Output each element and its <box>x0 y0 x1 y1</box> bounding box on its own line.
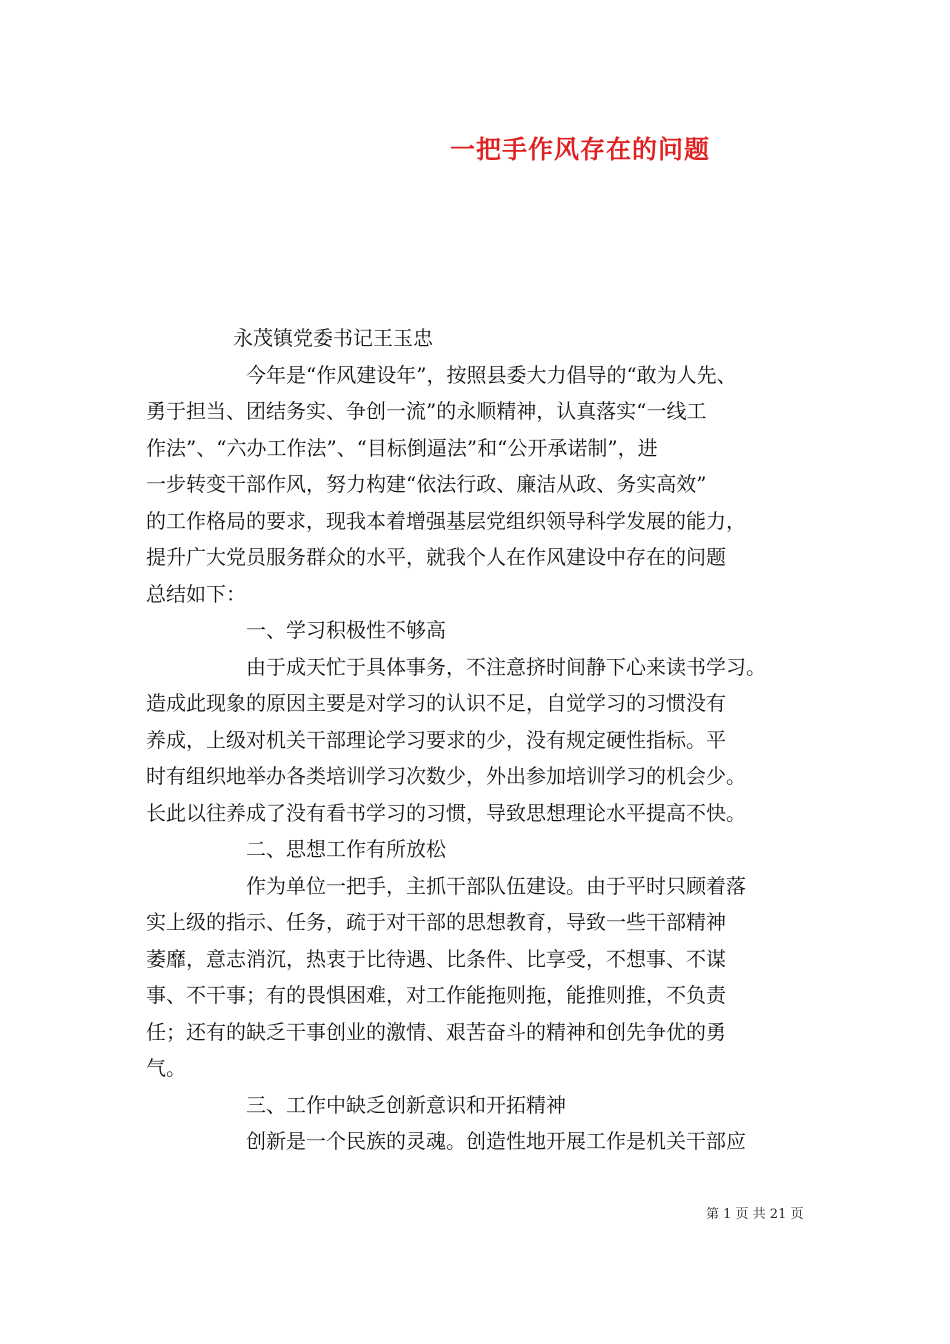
paragraph-line: 的工作格局的要求，现我本着增强基层党组织领导科学发展的能力， <box>146 508 746 533</box>
author-line: 永茂镇党委书记王玉忠 <box>233 326 433 350</box>
paragraph-line: 今年是“作风建设年”，按照县委大力倡导的“敢为人先、 <box>246 362 737 387</box>
paragraph-line: 造成此现象的原因主要是对学习的认识不足，自觉学习的习惯没有 <box>146 691 726 715</box>
paragraph-line: 由于成天忙于具体事务，不注意挤时间静下心来读书学习。 <box>246 654 766 679</box>
document-title: 一把手作风存在的问题 <box>449 135 710 164</box>
paragraph-line: 作法”、“六办工作法”、“目标倒逼法”和“公开承诺制”，进 <box>146 435 658 460</box>
paragraph-line: 一步转变干部作风，努力构建“依法行政、廉洁从政、务实高效” <box>146 472 707 496</box>
paragraph-line: 创新是一个民族的灵魂。创造性地开展工作是机关干部应 <box>246 1129 746 1153</box>
document-body <box>146 320 826 1160</box>
paragraph-line: 勇于担当、团结务实、争创一流”的永顺精神，认真落实“一线工 <box>146 399 707 423</box>
paragraph-line: 气。 <box>146 1056 186 1080</box>
section-heading: 一、学习积极性不够高 <box>246 618 446 642</box>
section-heading: 二、思想工作有所放松 <box>246 837 446 861</box>
paragraph-line: 养成，上级对机关干部理论学习要求的少，没有规定硬性指标。平 <box>146 727 726 752</box>
section-heading: 三、工作中缺乏创新意识和开拓精神 <box>246 1092 566 1117</box>
paragraph-line: 作为单位一把手，主抓干部队伍建设。由于平时只顾着落 <box>246 873 746 898</box>
paragraph-line: 时有组织地举办各类培训学习次数少，外出参加培训学习的机会少。 <box>146 764 746 788</box>
paragraph-line: 任；还有的缺乏干事创业的激情、艰苦奋斗的精神和创先争优的勇 <box>146 1019 726 1044</box>
paragraph-line: 长此以往养成了没有看书学习的习惯，导致思想理论水平提高不快。 <box>146 800 746 825</box>
paragraph-line: 总结如下： <box>146 581 246 606</box>
paragraph-line: 萎靡，意志消沉，热衷于比待遇、比条件、比享受，不想事、不谋 <box>146 946 726 971</box>
paragraph-line: 实上级的指示、任务，疏于对干部的思想教育，导致一些干部精神 <box>146 910 726 934</box>
page-number-footer: 第 1 页 共 21 页 <box>706 1207 804 1222</box>
paragraph-line: 事、不干事；有的畏惧困难，对工作能拖则拖，能推则推，不负责 <box>146 983 726 1007</box>
paragraph-line: 提升广大党员服务群众的水平，就我个人在作风建设中存在的问题 <box>146 545 726 569</box>
